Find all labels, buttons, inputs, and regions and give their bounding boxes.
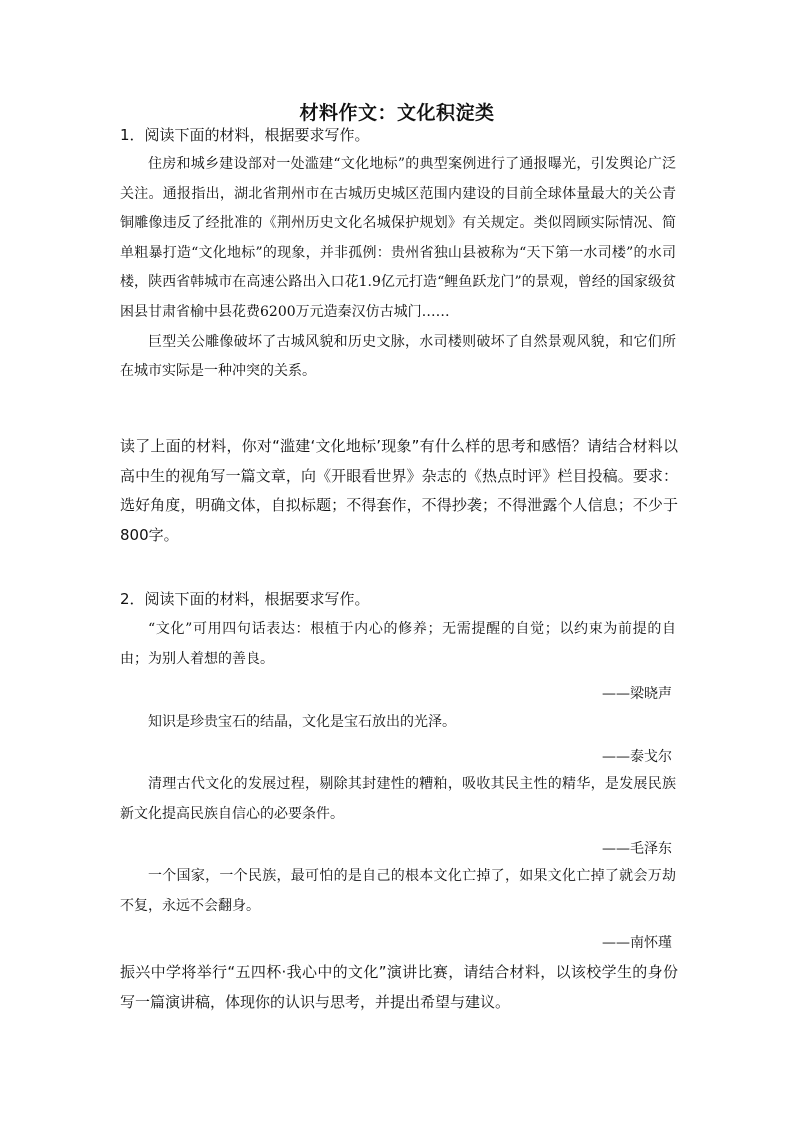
quote-text: “文化”可用四句话表达：根植于内心的修养；无需提醒的自觉；以约束为前提的自由；为别人着想的善良。 (120, 621, 676, 667)
task-text: 读了上面的材料，你对“滥建‘文化地标’现象”有什么样的思考和感悟？请结合材料以高中生的视角写一篇文章，向《开眼看世界》杂志的《热点时评》栏目投稿。要求：选好角度，明确文体，自拟标题；不得套作，不得抄袭；不得泄露个人信息；不少于800字。 (120, 437, 678, 544)
quote-3 (120, 770, 676, 829)
quote-text: 知识是珍贵宝石的结晶，文化是宝石放出的光泽。 (148, 714, 456, 730)
quote-text: 清理古代文化的发展过程，剔除其封建性的糟粕，吸收其民主性的精华，是发展民族新文化提高民族自信心的必要条件。 (120, 776, 676, 822)
quote-2 (120, 708, 676, 738)
material-paragraph: 巨型关公雕像破坏了古城风貌和历史文脉，水司楼则破坏了自然景观风貌，和它们所在城市实际是一种冲突的关系。 (120, 333, 676, 380)
quote-4 (120, 862, 676, 921)
question-1-task (120, 432, 678, 550)
question-2-task (120, 958, 678, 1017)
material-paragraph: 住房和城乡建设部对一处滥建“文化地标”的典型案例进行了通报曝光，引发舆论广泛关注。通报指出，湖北省荆州市在古城历史城区范围内建设的目前全球体量最大的关公青铜雕像违反了经批准的《荆州历史文化名城保护规划》有关规定。类似罔顾实际情况、简单粗暴打造“文化地标”的现象，并非孤例：贵州省独山县被称为“天下第一水司楼”的水司楼，陕西省韩城市在高速公路出入口花1.9亿元打造“鲤鱼跃龙门”的景观，曾经的国家级贫困县甘肃省榆中县花费6200万元造秦汉仿古城门…… (120, 156, 676, 320)
quote-3-author: ——毛泽东 (602, 841, 672, 857)
quote-1 (120, 615, 676, 674)
task-text: 振兴中学将举行“五四杯·我心中的文化”演讲比赛，请结合材料，以该校学生的身份写一篇演讲稿，体现你的认识与思考，并提出希望与建议。 (120, 963, 678, 1011)
question-2-header: 2．阅读下面的材料，根据要求写作。 (120, 590, 370, 608)
page-title: 材料作文：文化积淀类 (299, 102, 495, 124)
quote-1-author: ——梁晓声 (602, 686, 672, 702)
question-1-header: 1．阅读下面的材料，根据要求写作。 (120, 126, 370, 144)
question-1-material (120, 150, 676, 387)
quote-text: 一个国家，一个民族，最可怕的是自己的根本文化亡掉了，如果文化亡掉了就会万劫不复，永远不会翻身。 (120, 868, 676, 914)
quote-4-author: ——南怀瑾 (602, 935, 672, 951)
quote-2-author: ——泰戈尔 (602, 749, 672, 765)
